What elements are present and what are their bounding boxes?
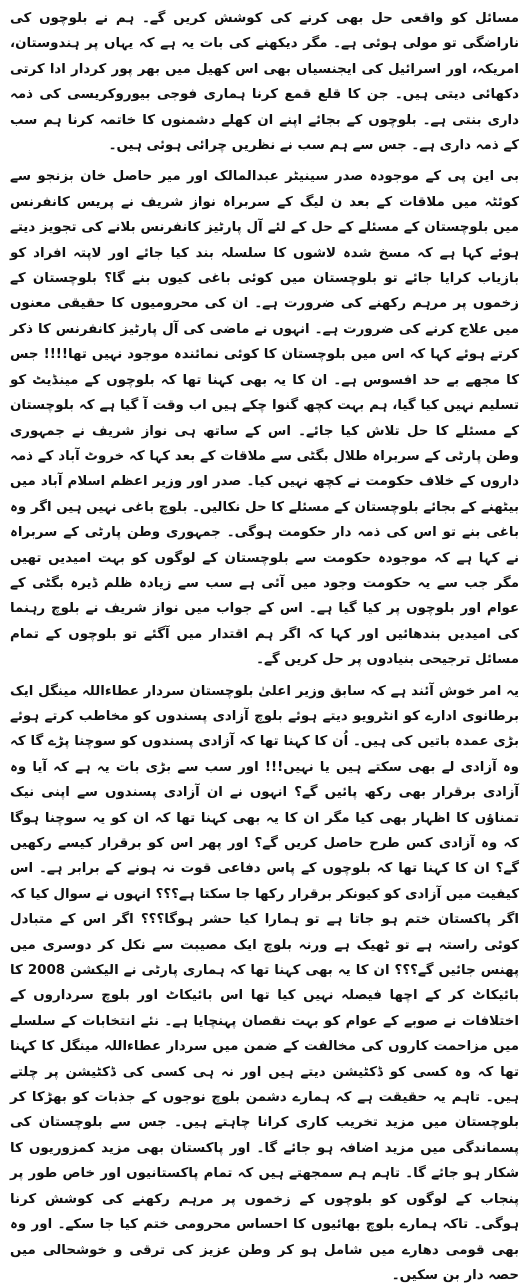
article-paragraph-3: یہ امر خوش آئند ہے کہ سابق وزیر اعلیٰ بلوچستان سردار عطاءاللہ مینگل ایک برطانوی ادارے کو انٹرویو دیتے ہوئے بلوچ آزادی پسندوں کو مخاطب کرتے ہوئے بڑی عمدہ باتیں کی ہیں۔ اُن کا کہنا تھا کہ آزادی پسندوں کو سوچنا پڑے گا کہ وہ آزادی لے بھی سکتے ہیں یا نہیں!!! اور سب سے بڑی بات یہ ہے کہ آیا وہ آزادی برقرار بھی رکھ پائیں گے؟ انہوں نے ان آزادی پسندوں سے اپنی نیک تمناؤں کا اظہار بھی کیا مگر ان کا یہ بھی کہنا تھا کہ ان کو یہ سوچنا ہوگا کہ وہ آزادی کس طرح حاصل کریں گے؟ اور پھر اس کو برقرار کیسے رکھیں گے؟ ان کا کہنا تھا کہ بلوچوں کے پاس دفاعی قوت نہ ہونے کے برابر ہے۔ اس کیفیت میں آزادی کو کیونکر برقرار رکھا جا سکتا ہے؟؟؟ انہوں نے سوال کیا کہ اگر پاکستان ختم ہو جاتا ہے تو ہمارا کیا حشر ہوگا؟؟؟ اگر اس کے متبادل کوئی راستہ ہے تو ٹھیک ہے ورنہ بلوچ ایک مصیبت سے نکل کر دوسری میں پھنس جائیں گے؟؟؟ ان کا یہ بھی کہنا تھا کہ ہماری پارٹی نے الیکشن 2008 کا بائیکاٹ کر کے اچھا فیصلہ نہیں کیا تھا اس بائیکاٹ اور بلوچ سرداروں کے اختلافات نے صوبے کے عوام کو بہت نقصان پہنچایا ہے۔ نئے انتخابات کے سلسلے میں مزاحمت کاروں کی مخالفت کے ضمن میں سردار عطاءاللہ مینگل کا کہنا تھا کہ وہ کسی کو ڈکٹیشن دیتے ہیں اور نہ ہی کسی کی ڈکٹیشن پر چلتے ہیں۔ تاہم یہ حقیقت ہے کہ ہمارے دشمن بلوچ نوجوں کے جذبات کو بھڑکا کر بلوچستان میں مزید تخریب کاری کرانا چاہتے ہیں۔ جس سے بلوچستان کی پسماندگی میں مزید اضافہ ہو جائے گا۔ اور پاکستان بھی مزید کمزوریوں کا شکار ہو جائے گا۔ تاہم ہم سمجھتے ہیں کہ تمام پاکستانیوں اور خاص طور پر پنجاب کے لوگوں کو بلوچوں کے زخموں پر مرہم رکھنے کی کوشش کرنا ہوگی۔ تاکہ ہمارے بلوچ بھائیوں کا احساس محرومی ختم کیا جا سکے۔ اور وہ بھی قومی دھارے میں شامل ہو کر وطن عزیز کی ترقی و خوشحالی میں حصہ دار بن سکیں۔ [10, 683, 519, 1283]
article-paragraph-2: بی این پی کے موجودہ صدر سینیٹر عبدالمالک اور میر حاصل خان بزنجو سے کوئٹہ میں ملاقات کے بعد ن لیگ کے سربراہ نواز شریف نے پریس کانفرنس میں بلوچستان کے مسئلے کے حل کے لئے آل پارٹیز کانفرنس بلانے کی تجویز دیتے ہوئے کہا ہے کہ مسخ شدہ لاشوں کا سلسلہ بند کیا جائے اور لاپتہ افراد کو بازیاب کرایا جائے تو بلوچستان میں کوئی باغی کیوں بنے گا؟ بلوچستان کے زخموں پر مرہم رکھنے کی ضرورت ہے۔ ان کی محرومیوں کا حقیقی معنوں میں علاج کرنے کی ضرورت ہے۔ انہوں نے ماضی کی آل پارٹیز کانفرنس کا ذکر کرتے ہوئے کہا کہ اس میں بلوچستان کا کوئی نمائندہ موجود نہیں تھا!!!! جس کا مجھے بے حد افسوس ہے۔ ان کا یہ بھی کہنا تھا کہ بلوچوں کے مینڈیٹ کو تسلیم نہیں کیا گیا، ہم بہت کچھ گنوا چکے ہیں اب وقت آ گیا ہے کہ بلوچستان کے مسئلے کا حل تلاش کیا جائے۔ اس کے ساتھ ہی نواز شریف نے جمہوری وطن پارٹی کے سربراہ طلال بگٹی سے ملاقات کے بعد کہا کہ خروٹ آباد کے ذمہ داروں کے خلاف حکومت نے کچھ نہیں کیا۔ صدر اور وزیر اعظم اسلام آباد میں بیٹھنے کے بجائے بلوچستان کے مسئلے کا حل نکالیں۔ بلوچ باغی نہیں ہیں اگر وہ باغی بنے تو اس کی ذمہ دار حکومت ہوگی۔ جمہوری وطن پارٹی کے سربراہ نے کہا ہے کہ موجودہ حکومت سے بلوچستان کے لوگوں کو بہت امیدیں تھیں مگر جب سے یہ حکومت وجود میں آئی ہے سب سے زیادہ ظلم ڈیرہ بگٹی کے عوام اور بلوچوں پر کیا گیا ہے۔ اس کے جواب میں نواز شریف نے بلوچ رہنما کی امیدیں بندھائیں اور کہا کہ اگر ہم اقتدار میں آگئے تو بلوچوں کے تمام مسائل ترجیحی بنیادوں پر حل کریں گے۔ [10, 169, 519, 668]
article-paragraph-1: مسائل کو واقعی حل بھی کرنے کی کوشش کریں گے۔ ہم نے بلوچوں کی ناراضگی تو مولی ہوئی ہے۔ مگر دیکھنے کی بات یہ ہے کہ یہاں پر ہندوستان، امریکہ، اور اسرائیل کی ایجنسیاں بھی اس کھیل میں بھر پور کردار ادا کرتی دکھائی دیتی ہیں۔ جن کا قلع قمع کرنا ہماری فوجی بیوروکریسی کی ذمہ داری بنتی ہے۔ بلوچوں کے بجائے اپنے ان کھلے دشمنوں کا خاتمہ کرنا ہم سب کے ذمہ داری ہے۔ جس سے ہم سب نے نظریں چرائی ہوئی ہیں۔ [10, 11, 519, 154]
